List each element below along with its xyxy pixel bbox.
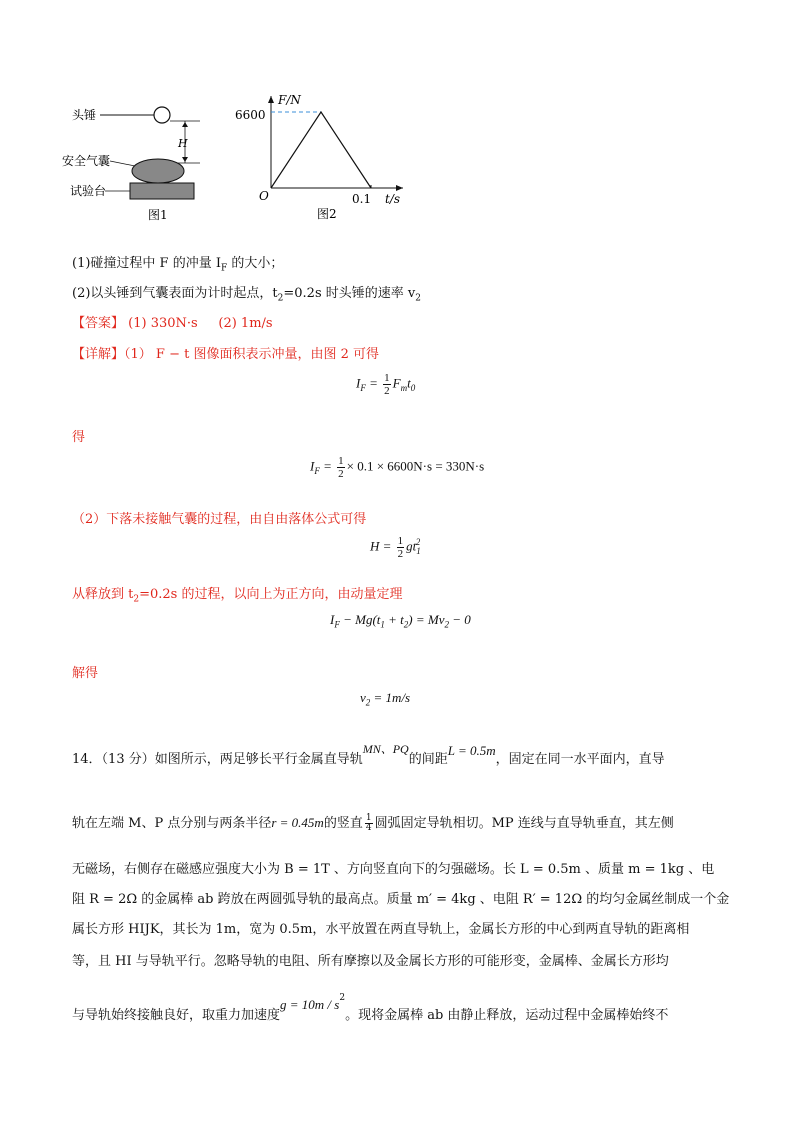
problem-14-line-2: 轨在左端 M、P 点分别与两条半径r = 0.45m的竖直 $\frac{1}{4}$ 圆弧固定导轨相切。MP 连线与直导轨垂直，其左侧	[72, 813, 674, 833]
figure-1	[60, 95, 220, 230]
equation-2: $I_F$ = $\frac{1}{2}$ × 0.1 × 6600N·s = 330N·s	[310, 455, 485, 480]
answer-part-1: (1) 330N·s	[128, 316, 198, 331]
x-axis-arrow	[396, 185, 403, 191]
detail-intro: 【详解】（1） F − t 图像面积表示冲量，由图 2 可得	[72, 347, 379, 362]
de-label: 得	[72, 430, 86, 445]
problem-14-line-6: 等，且 HI 与导轨平行。忽略导轨的电阻、所有摩擦以及金属长方形的可能形变，金属棒、金属长方形均	[72, 954, 669, 969]
problem-14-line-4: 阻 R = 2Ω 的金属棒 ab 跨放在两圆弧导轨的最高点。质量 m′ = 4kg 、电阻 R′ = 12Ω 的均匀金属丝制成一个金	[72, 892, 730, 907]
detail-label: 【详解】	[72, 347, 125, 362]
y-tick-label: 6600	[235, 108, 266, 122]
answer-part-2: (2) 1m/s	[218, 316, 273, 331]
platform-shape	[130, 183, 194, 199]
y-axis-label: F/N	[278, 93, 301, 107]
detail-part-3: 从释放到 $t_2=0.2s$ 的过程，以向上为正方向，由动量定理	[72, 587, 403, 605]
y-axis-arrow	[268, 96, 274, 103]
origin-label: O	[259, 189, 269, 203]
airbag-shape	[132, 159, 184, 183]
fig2-caption: 图2	[317, 207, 337, 221]
problem-14-line-7: 与导轨始终接触良好，取重力加速度$g = 10m / s^2$。现将金属棒 ab 由静止释放，运动过程中金属棒始终不	[72, 992, 669, 1023]
problem-14-line-3: 无磁场，右侧存在磁感应强度大小为 B = 1T 、方向竖直向下的匀强磁场。长 L = 0.5m 、质量 m = 1kg 、电	[72, 862, 715, 877]
equation-1: $I_F$ = $\frac{1}{2}$ $F_mt_0$	[356, 372, 416, 397]
answer-line	[72, 312, 273, 331]
platform-label: 试验台	[70, 184, 107, 198]
x-axis-label: t/s	[385, 192, 401, 206]
equation-3: H = $\frac{1}{2}$ $gt_1^2$	[370, 535, 421, 560]
fig1-caption: 图1	[148, 208, 168, 222]
equation-5: $v_2 = 1m/s$	[360, 690, 411, 708]
answer-label: 【答案】	[72, 316, 125, 331]
problem-14-line-1: 14．（13 分）如图所示，两足够长平行金属直导轨MN、PQ的间距L = 0.5m，固定在同一水平面内，直导	[72, 742, 665, 767]
hammer-circle	[154, 107, 170, 123]
hammer-label: 头锤	[72, 108, 97, 122]
series-line	[271, 112, 371, 188]
figure-2	[225, 90, 415, 230]
question-2: (2)以头锤到气囊表面为计时起点，$t_2=0.2s$ 时头锤的速率 $v_2$	[72, 286, 421, 304]
x-tick-label: 0.1	[352, 192, 372, 206]
problem-14-line-5: 属长方形 HIJK，其长为 1m，宽为 0.5m，水平放置在两直导轨上，金属长方形的中心到两直导轨的距离相	[72, 922, 690, 937]
chart-area	[268, 96, 403, 191]
question-1: (1)碰撞过程中 F 的冲量 $I_F$ 的大小；	[72, 256, 284, 274]
detail-part-2: （2）下落未接触气囊的过程，由自由落体公式可得	[72, 512, 367, 527]
solve-label: 解得	[72, 666, 99, 681]
H-label: H	[178, 137, 188, 150]
equation-4: $I_F - Mg(t_1 + t_2) = Mv_2 - 0$	[330, 612, 471, 630]
airbag-label: 安全气囊	[62, 154, 111, 168]
